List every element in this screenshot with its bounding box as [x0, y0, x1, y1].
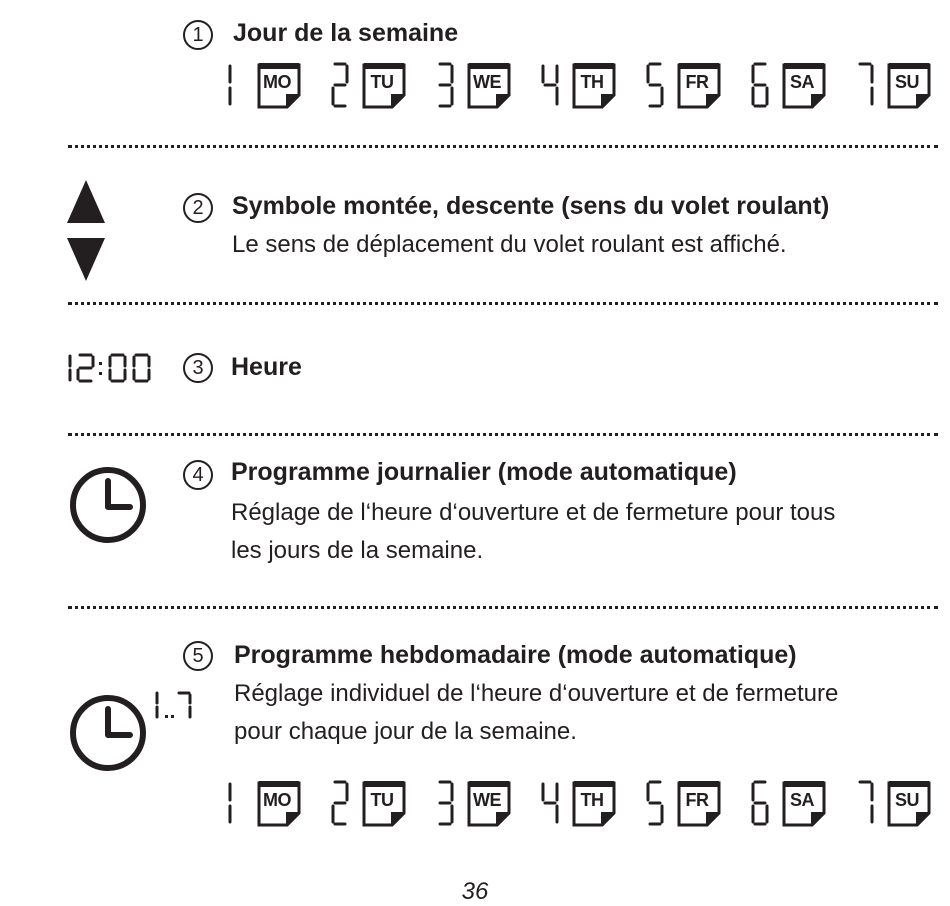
day-label: WE	[473, 790, 501, 810]
section-desc-line: Le sens de déplacement du volet roulant est affiché.	[232, 231, 787, 258]
clock-icon	[68, 465, 148, 545]
section-number-3: 3	[183, 353, 213, 383]
day-number-digit	[226, 779, 246, 832]
section-number-2: 2	[183, 193, 213, 223]
day-number-digit	[856, 779, 876, 832]
section-number-4: 4	[183, 460, 213, 490]
calendar-badge-icon	[257, 61, 303, 114]
day-label: TU	[370, 790, 394, 810]
day-label: FR	[685, 790, 709, 810]
day-number-digit	[436, 779, 456, 832]
up-down-arrows-icon	[66, 180, 106, 282]
day-number-digit	[751, 61, 771, 114]
day-number-digit	[646, 779, 666, 832]
calendar-badge-icon	[782, 61, 828, 114]
weekly-range-1-7-icon	[153, 690, 193, 722]
calendar-badge-icon	[572, 61, 618, 114]
calendar-badge-icon	[677, 779, 723, 832]
day-number-digit	[331, 61, 351, 114]
section-title-time: Heure	[231, 353, 302, 381]
section-desc-line: pour chaque jour de la semaine.	[234, 718, 577, 745]
calendar-badge-icon	[362, 779, 408, 832]
section-desc-line: les jours de la semaine.	[231, 537, 484, 564]
calendar-badge-icon	[362, 61, 408, 114]
day-number-digit	[541, 779, 561, 832]
section-title-direction-symbol: Symbole montée, descente (sens du volet roulant)	[232, 192, 830, 220]
day-label: SA	[789, 72, 814, 92]
calendar-badge-icon	[887, 779, 933, 832]
day-label: MO	[263, 790, 291, 810]
calendar-badge-icon	[467, 61, 513, 114]
down-arrow-icon	[67, 238, 105, 281]
calendar-badge-icon	[677, 61, 723, 114]
day-label: MO	[263, 72, 291, 92]
lcd-clock-12-00-icon	[66, 352, 154, 384]
calendar-badge-icon	[467, 779, 513, 832]
calendar-badge-icon	[257, 779, 303, 832]
day-label: TU	[370, 72, 394, 92]
day-label: SA	[789, 790, 814, 810]
section-desc-line: Réglage de l‘heure d‘ouverture et de fermeture pour tous	[231, 499, 836, 526]
separator	[68, 606, 938, 609]
separator	[68, 302, 938, 305]
day-label: TH	[580, 790, 604, 810]
day-number-digit	[541, 61, 561, 114]
weekday-row-bottom	[226, 779, 941, 827]
section-title-daily-program: Programme journalier (mode automatique)	[231, 458, 737, 486]
page-number: 36	[461, 878, 489, 905]
weekday-row-top	[226, 61, 941, 109]
separator	[68, 145, 938, 148]
calendar-badge-icon	[887, 61, 933, 114]
day-number-digit	[646, 61, 666, 114]
day-label: WE	[473, 72, 501, 92]
section-desc-line: Réglage individuel de l‘heure d‘ouverture et de fermeture	[234, 680, 839, 707]
day-number-digit	[331, 779, 351, 832]
calendar-badge-icon	[782, 779, 828, 832]
day-number-digit	[226, 61, 246, 114]
clock-icon	[68, 693, 148, 773]
day-number-digit	[856, 61, 876, 114]
day-number-digit	[751, 779, 771, 832]
day-number-digit	[436, 61, 456, 114]
day-label: TH	[580, 72, 604, 92]
up-arrow-icon	[67, 180, 105, 223]
section-number-1: 1	[183, 20, 213, 50]
day-label: FR	[685, 72, 709, 92]
day-label: SU	[894, 790, 919, 810]
section-title-day-of-week: Jour de la semaine	[233, 19, 459, 47]
day-label: SU	[894, 72, 919, 92]
calendar-badge-icon	[572, 779, 618, 832]
section-number-5: 5	[183, 641, 213, 671]
section-title-weekly-program: Programme hebdomadaire (mode automatique)	[234, 641, 797, 669]
separator	[68, 433, 938, 436]
